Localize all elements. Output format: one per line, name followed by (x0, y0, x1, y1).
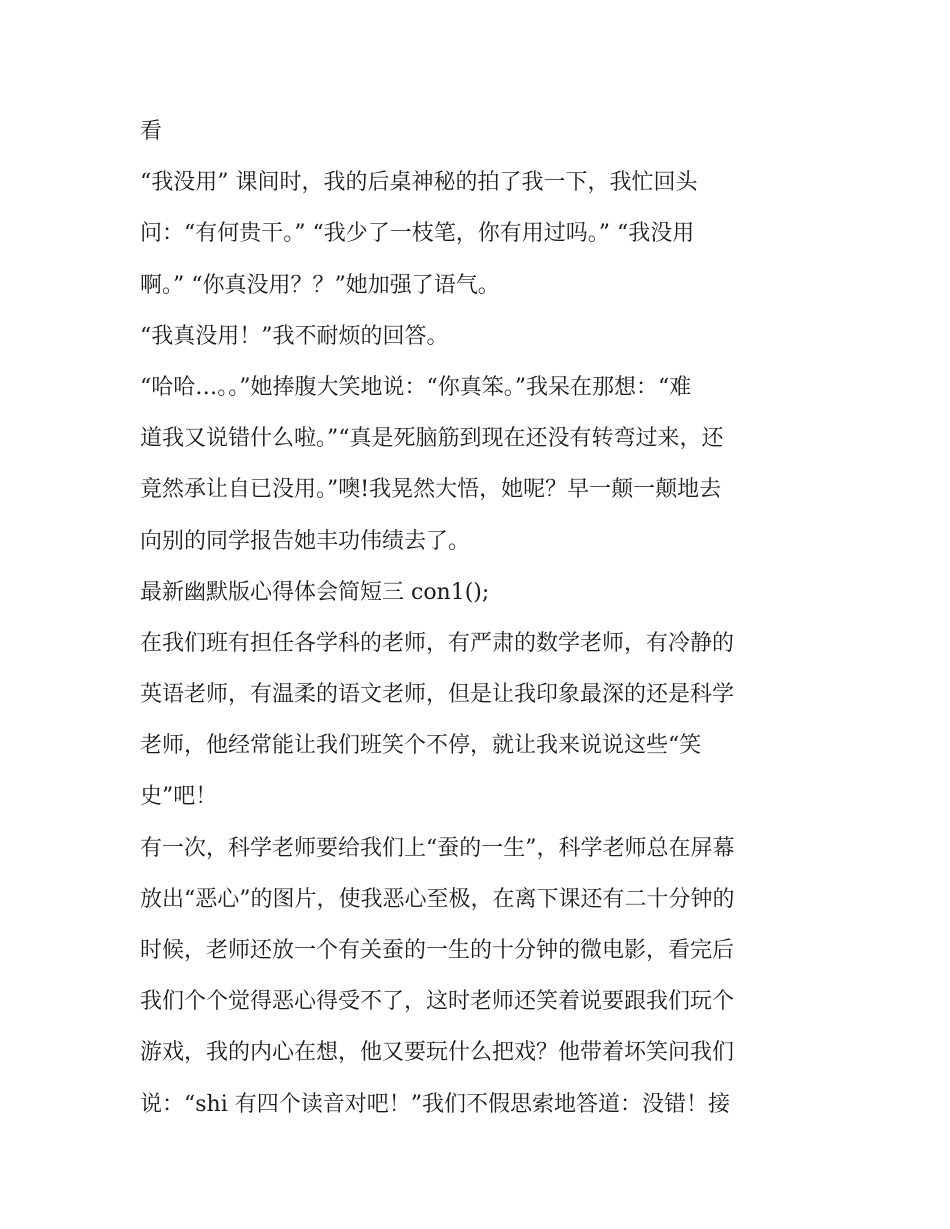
text-line: 放出“恶心”的图片，使我恶心至极，在离下课还有二十分钟的 (140, 886, 735, 912)
text-line: 说：“shi 有四个读音对吧！”我们不假思索地答道：没错！接 (140, 1091, 730, 1117)
text-line: 竟然承让自已没用。”噢!我晃然大悟，她呢？早一颠一颠地去 (140, 477, 722, 503)
text-line: 向别的同学报告她丰功伟绩去了。 (140, 528, 471, 554)
text-line: 英语老师，有温柔的语文老师，但是让我印象最深的还是科学 (140, 682, 735, 708)
text-line: 啊。” “你真没用？？”她加强了语气。 (140, 272, 500, 298)
section-heading: 最新幽默版心得体会简短三 con1(); (140, 579, 490, 605)
text-line: 问：“有何贵干。” “我少了一枝笔，你有用过吗。” “我没用 (140, 221, 695, 247)
text-line: 看 (140, 119, 163, 144)
text-line: 游戏，我的内心在想，他又要玩什么把戏？他带着坏笑问我们 (140, 1040, 735, 1066)
text-line: 在我们班有担任各学科的老师，有严肃的数学老师，有冷静的 (140, 630, 735, 656)
text-line: 老师，他经常能让我们班笑个不停，就让我来说说这些“笑 (140, 733, 702, 759)
text-line: “我真没用！”我不耐烦的回答。 (140, 323, 449, 349)
text-line: 我们个个觉得恶心得受不了，这时老师还笑着说要跟我们玩个 (140, 989, 735, 1015)
text-line: “哈哈…。。”她捧腹大笑地说：“你真笨。”我呆在那想：“难 (140, 374, 692, 400)
document-body (140, 106, 820, 1130)
text-line: 时候，老师还放一个有关蚕的一生的十分钟的微电影，看完后 (140, 938, 735, 963)
text-line: 有一次，科学老师要给我们上“蚕的一生”，科学老师总在屏幕 (140, 835, 735, 861)
text-line: “我没用” 课间时，我的后桌神秘的拍了我一下，我忙回头 (140, 170, 698, 196)
text-line: 史”吧！ (140, 784, 218, 810)
text-line: 道我又说错什么啦。”“真是死脑筋到现在还没有转弯过来，还 (140, 426, 724, 452)
